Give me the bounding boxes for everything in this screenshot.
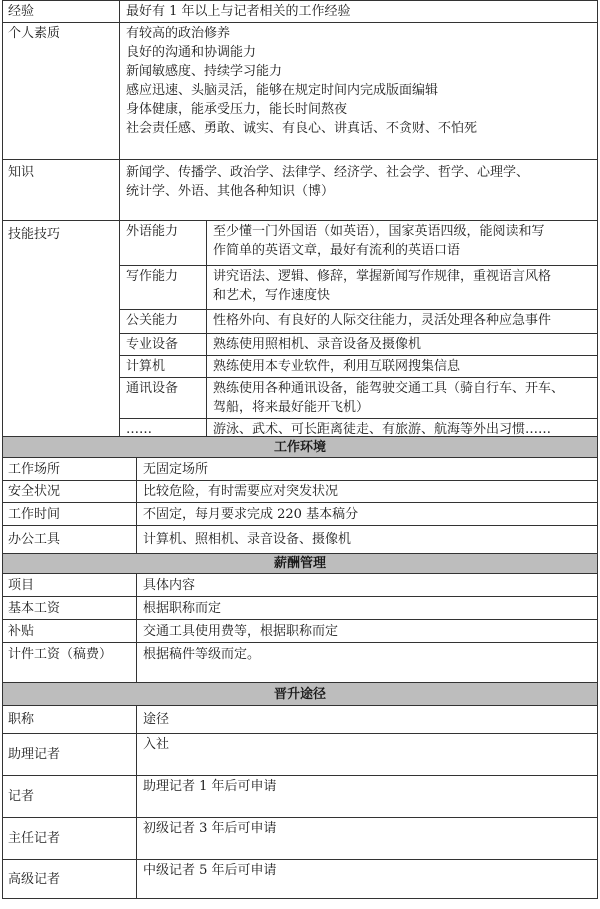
row-value: 途径 [137,706,598,734]
row-value: 根据职称而定 [137,597,598,620]
knowledge-row [3,160,598,221]
personal-quality-row [3,23,598,160]
skill-desc-line: 熟练使用照相机、录音设备及摄像机 [213,336,422,352]
skill-desc-line: 至少懂一门外国语（如英语），国家英语四级，能阅读和写 [213,224,545,239]
skill-desc [207,221,598,265]
skills-row [3,221,598,441]
table-row [3,643,598,683]
skill-desc-line: 游泳、武术、可长距离徒走、有旅游、航海等外出习惯…… [213,421,552,437]
experience-value: 最好有 1 年以上与记者相关的工作经验 [120,1,598,23]
skill-row [120,355,597,377]
skill-row [120,333,597,355]
skill-desc-line: 作简单的英语文章，最好有流利的英语口语 [213,243,461,258]
list-item: 新闻敏感度、持续学习能力 [126,64,283,79]
list-item: 身体健康，能承受压力，能长时间熬夜 [126,102,348,117]
row-value: 不固定，每月要求完成 220 基本稿分 [137,503,598,526]
skill-name: 专业设备 [120,333,207,355]
skill-desc-line: 驾船，将来最好能开飞机） [213,399,370,415]
skills-cell [120,221,598,441]
row-label: 职称 [3,706,137,734]
table-row [3,481,598,503]
experience-label: 经验 [3,1,120,23]
row-label: 安全状况 [3,481,137,503]
skill-desc-line: 性格外向、有良好的人际交往能力，灵活处理各种应急事件 [213,312,552,328]
skill-row [120,309,597,333]
section-title: 工作环境 [3,437,598,458]
skill-desc [207,309,598,333]
skill-name: 通讯设备 [120,377,207,418]
table-row [3,574,598,597]
skill-name: 写作能力 [120,265,207,309]
table-row [3,503,598,526]
skill-desc-line: 讲究语法、逻辑、修辞，掌握新闻写作规律，重视语言风格 [213,268,552,284]
skill-name: 公关能力 [120,309,207,333]
row-value: 计算机、照相机、录音设备、摄像机 [137,526,598,554]
row-value: 交通工具使用费等，根据职称而定 [137,620,598,643]
salary-table [2,553,598,683]
skill-desc-line: 熟练使用本专业软件，利用互联网搜集信息 [213,358,461,374]
row-label: 助理记者 [3,734,137,776]
row-value: 具体内容 [137,574,598,597]
list-item: 良好的沟通和协调能力 [126,45,257,60]
work-env-table [2,436,598,554]
skill-name: 计算机 [120,355,207,377]
promotion-table [2,682,598,899]
row-label: 办公工具 [3,526,137,554]
experience-row [3,1,598,23]
skill-row [120,377,597,418]
row-label: 工作场所 [3,458,137,481]
section-title: 薪酬管理 [3,554,598,574]
row-value: 比较危险，有时需要应对突发状况 [137,481,598,503]
skills-table [120,221,597,440]
skill-desc-line: 和艺术，写作速度快 [213,287,331,303]
skill-row [120,265,597,309]
skills-label: 技能技巧 [3,221,120,441]
promotion-header [3,683,598,706]
table-row [3,734,598,776]
knowledge-label: 知识 [3,160,120,221]
row-label: 记者 [3,776,137,818]
skill-row [120,221,597,265]
personal-quality-list [120,23,598,160]
skill-desc-line: 熟练使用各种通讯设备，能驾驶交通工具（骑自行车、开车、 [213,380,565,396]
row-label: 高级记者 [3,860,137,899]
personal-quality-label: 个人素质 [3,23,120,160]
list-item: 有较高的政治修养 [126,26,231,41]
skill-name: 外语能力 [120,221,207,265]
table-row [3,458,598,481]
skill-desc [207,377,598,418]
row-value: 入社 [137,734,598,776]
table-row [3,860,598,899]
list-item: 社会责任感、勇敢、诚实、有良心、讲真话、不贪财、不怕死 [126,121,478,136]
list-item: 感应迅速、头脑灵活，能够在规定时间内完成版面编辑 [126,83,439,98]
skill-desc [207,265,598,309]
table-row [3,818,598,860]
row-value: 根据稿件等级而定。 [137,643,598,683]
row-value: 初级记者 3 年后可申请 [137,818,598,860]
skill-desc [207,333,598,355]
table-row [3,526,598,554]
section-title: 晋升途径 [3,683,598,706]
table-row [3,776,598,818]
row-value: 无固定场所 [137,458,598,481]
row-label: 主任记者 [3,818,137,860]
row-label: 项目 [3,574,137,597]
table-row [3,706,598,734]
work-env-header [3,437,598,458]
row-label: 工作时间 [3,503,137,526]
row-label: 补贴 [3,620,137,643]
table-row [3,620,598,643]
row-value: 中级记者 5 年后可申请 [137,860,598,899]
knowledge-list [120,160,598,221]
list-item: 统计学、外语、其他各种知识（博） [126,184,335,199]
table-row [3,597,598,620]
salary-header [3,554,598,574]
skill-name: …… [120,418,207,440]
row-label: 基本工资 [3,597,137,620]
row-value: 助理记者 1 年后可申请 [137,776,598,818]
skill-desc [207,355,598,377]
qualifications-table [2,0,598,441]
list-item: 新闻学、传播学、政治学、法律学、经济学、社会学、哲学、心理学、 [126,165,530,180]
row-label: 计件工资（稿费） [3,643,137,683]
